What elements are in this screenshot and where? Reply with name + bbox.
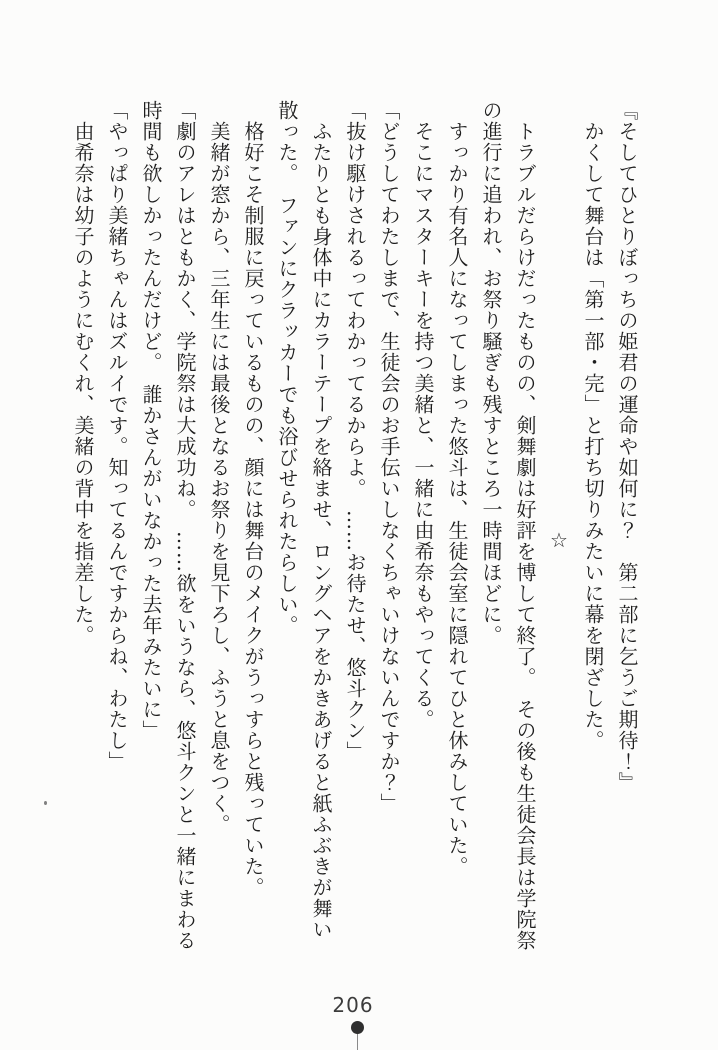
ornament-stem xyxy=(357,1032,358,1050)
star-divider: ☆ xyxy=(547,527,571,553)
text-line: かくして舞台は「第一部・完」と打ち切りみたいに幕を閉ざした。 xyxy=(581,100,605,751)
text-line: 『そしてひとりぼっちの姫君の運命や如何に？ 第二部に乞うご期待！』 xyxy=(615,100,639,793)
text-line: 美緒が窓から、三年生には最後となるお祭りを見下ろし、ふうと息をつく。 xyxy=(207,100,231,835)
text-line: 「劇のアレはともかく、学院祭は大成功ね。 ……欲をいうなら、悠斗クンと一緒にまわる xyxy=(173,100,197,951)
text-line: 由希奈は幼子のようにむくれ、美緒の背中を指差した。 xyxy=(71,100,95,646)
text-line: の進行に追われ、お祭り騒ぎも残すところ一時間ほどに。 xyxy=(479,100,503,646)
ornament-dot xyxy=(351,1021,364,1034)
text-line: 散った。 ファンにクラッカーでも浴びせられたらしい。 xyxy=(275,100,299,636)
text-line: ふたりとも身体中にカラーテープを絡ませ、ロングヘアをかきあげると紙ふぶきが舞い xyxy=(309,100,333,940)
page-number: 206 xyxy=(332,993,374,1017)
text-line: トラブルだらけだったものの、剣舞劇は好評を博して終了。 その後も生徒会長は学院祭 xyxy=(513,100,537,951)
text-line: すっかり有名人になってしまった悠斗は、生徒会室に隠れてひと休みしていた。 xyxy=(445,100,469,877)
text-line: そこにマスターキーを持つ美緒と、一緒に由希奈もやってくる。 xyxy=(411,100,435,730)
body-text xyxy=(60,100,644,980)
text-line: 「やっぱり美緒ちゃんはズルイです。知ってるんですからね、わたし」 xyxy=(105,100,129,772)
text-line: 「抜け駆けされるってわかってるからよ。 ……お待たせ、悠斗クン」 xyxy=(343,100,367,762)
text-line: 格好こそ制服に戻っているものの、顔には舞台のメイクがうっすらと残っていた。 xyxy=(241,100,265,898)
text-line: 時間も欲しかったんだけど。 誰かさんがいなかった去年みたいに」 xyxy=(139,100,163,741)
print-speck-artifact xyxy=(44,801,47,805)
text-line: 「どうしてわたしまで、生徒会のお手伝いしなくちゃいけないんですか？」 xyxy=(377,100,401,814)
